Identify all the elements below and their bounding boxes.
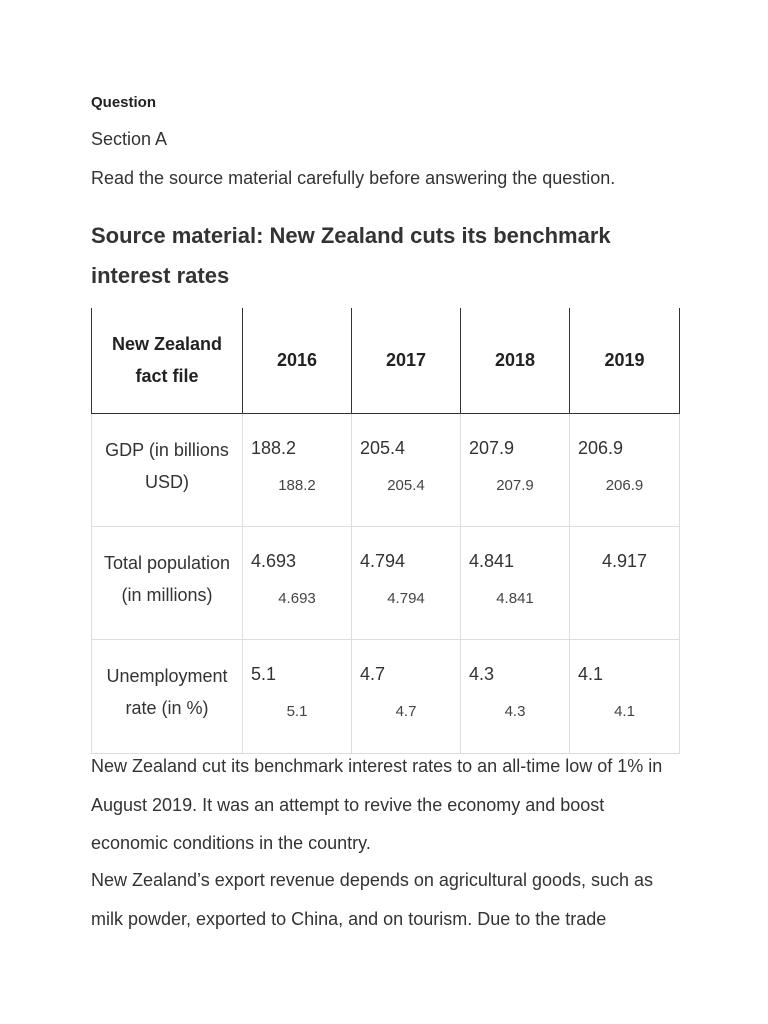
header-label-cell	[92, 308, 243, 413]
source-heading: Source material: New Zealand cuts its benchmark interest rates	[91, 223, 611, 288]
table-cell	[243, 639, 352, 753]
cell-sub-value: 205.4	[387, 476, 425, 494]
row-label-line2: USD)	[145, 471, 189, 492]
table-cell	[461, 413, 570, 526]
cell-sub-value: 4.3	[504, 702, 526, 720]
cell-sub-value: 4.7	[395, 702, 417, 720]
cell-sub-value: 4.1	[614, 702, 635, 720]
instruction-text: Read the source material carefully before answering the question.	[91, 168, 616, 188]
table-cell	[352, 413, 461, 526]
cell-sub-value: 207.9	[496, 476, 534, 494]
cell-main-value: 5.1	[251, 663, 277, 684]
row-label-line2: (in millions)	[121, 584, 213, 605]
cell-sub-value: 4.794	[387, 589, 425, 607]
table-cell	[461, 639, 570, 753]
table-cell	[570, 639, 680, 753]
cell-main-value: 207.9	[469, 437, 515, 458]
body-paragraph: New Zealand’s export revenue depends on agricultural goods, such as milk powder, exported to China, and on tourism. Due to the trade	[91, 870, 654, 929]
table-cell	[570, 526, 680, 639]
row-label-line1: Unemployment	[106, 665, 228, 686]
table-cell	[570, 413, 680, 526]
header-year-2017: 2017	[352, 308, 461, 413]
row-label-unemployment	[92, 639, 243, 753]
cell-main-value: 205.4	[360, 437, 406, 458]
table-row	[92, 526, 680, 639]
fact-table	[91, 308, 680, 754]
cell-sub-value: 4.693	[278, 589, 316, 607]
cell-main-value: 206.9	[578, 437, 624, 458]
row-label-gdp	[92, 413, 243, 526]
table-header-row	[92, 308, 680, 413]
row-label-line2: rate (in %)	[125, 697, 209, 718]
table-cell	[352, 639, 461, 753]
cell-sub-value: 5.1	[286, 702, 308, 720]
cell-main-value: 4.794	[360, 550, 406, 571]
cell-main-value: 4.841	[469, 550, 515, 571]
row-label-line1: Total population	[103, 552, 231, 573]
table-cell	[461, 526, 570, 639]
cell-main-value: 4.7	[360, 663, 386, 684]
cell-main-value: 4.693	[251, 550, 297, 571]
body-paragraph: New Zealand cut its benchmark interest rates to an all-time low of 1% in August 2019. It was an attempt to revive the economy and boost economic conditions in the country.	[91, 756, 663, 853]
table-row	[92, 639, 680, 753]
header-label-line1: New Zealand	[111, 334, 223, 355]
header-year-2019: 2019	[570, 308, 680, 413]
cell-main-value: 4.3	[469, 663, 495, 684]
header-year-2018: 2018	[461, 308, 570, 413]
header-label-line2: fact file	[135, 366, 199, 387]
table-cell	[243, 413, 352, 526]
question-label: Question	[91, 94, 157, 111]
cell-sub-value: 4.841	[496, 589, 534, 607]
table-row	[92, 413, 680, 526]
row-label-line1: GDP (in billions	[105, 439, 229, 460]
table-cell	[243, 526, 352, 639]
section-title: Section A	[91, 129, 168, 149]
header-year-2016: 2016	[243, 308, 352, 413]
cell-sub-value: 206.9	[605, 476, 644, 494]
cell-main-value: 4.1	[578, 663, 604, 684]
cell-main-value: 4.917	[601, 550, 647, 571]
row-label-population	[92, 526, 243, 639]
cell-main-value: 188.2	[251, 437, 297, 458]
table-cell	[352, 526, 461, 639]
cell-sub-value: 188.2	[278, 476, 316, 494]
